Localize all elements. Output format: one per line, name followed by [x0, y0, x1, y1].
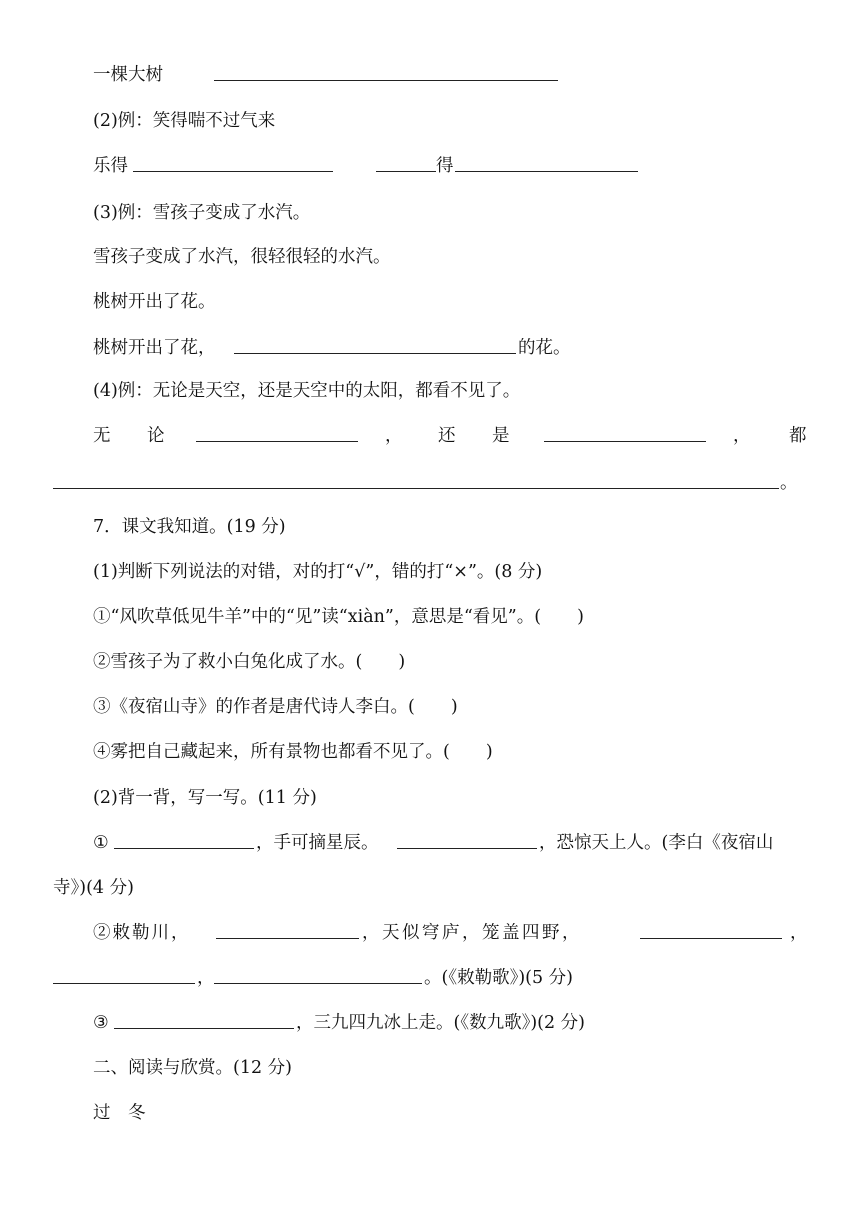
item-number: ③	[93, 1013, 109, 1033]
exercise-3-suffix: 的花。	[518, 338, 571, 358]
close-paren: )	[577, 607, 584, 627]
answer-blank[interactable]	[214, 965, 422, 984]
word-lun: 论	[147, 426, 165, 446]
part-1-instructions: (1)判断下列说法的对错，对的打“√”，错的打“×”。(8 分)	[93, 562, 543, 582]
part-2-instructions: (2)背一背，写一写。(11 分)	[93, 788, 317, 808]
answer-blank[interactable]	[544, 423, 706, 442]
word-dou: 都	[789, 426, 807, 446]
comma: ，	[733, 426, 751, 446]
answer-blank[interactable]	[455, 153, 638, 172]
period: 。	[780, 473, 798, 493]
poem-line: ，天似穹庐，笼盖四野，	[362, 923, 582, 943]
answer-blank[interactable]	[234, 335, 516, 354]
poem-line: ②敕勒川，	[93, 923, 191, 943]
answer-blank[interactable]	[53, 965, 195, 984]
exercise-4-example: (4)例：无论是天空，还是天空中的太阳，都看不见了。	[93, 381, 521, 401]
reading-title: 过 冬	[93, 1103, 146, 1123]
poem-line: ，三九四九冰上走。(《数九歌》)(2 分)	[296, 1013, 586, 1033]
judge-statement: ①“风吹草低见牛羊”中的“见”读“xiàn”，意思是“看见”。(	[93, 607, 542, 627]
answer-blank[interactable]	[376, 153, 436, 172]
answer-blank[interactable]	[114, 830, 254, 849]
close-paren: )	[485, 742, 493, 762]
answer-blank[interactable]	[640, 920, 782, 939]
poem-line: ，手可摘星辰。	[256, 833, 379, 853]
close-paren: )	[398, 652, 406, 672]
comma: ，	[790, 923, 808, 943]
word-hai: 还	[438, 426, 456, 446]
judge-statement: ③《夜宿山寺》的作者是唐代诗人李白。(	[93, 697, 415, 717]
phrase-text: 一棵大树	[93, 65, 163, 85]
poem-source: 寺》)(4 分)	[53, 878, 134, 898]
item-number: ①	[93, 833, 109, 853]
close-paren: )	[450, 697, 458, 717]
judge-statement: ④雾把自己藏起来，所有景物也都看不见了。(	[93, 742, 450, 762]
answer-blank[interactable]	[216, 920, 359, 939]
word-shi: 是	[492, 426, 510, 446]
section-title: 二、阅读与欣赏。(12 分)	[93, 1058, 292, 1078]
poem-source: 。(《敕勒歌》)(5 分)	[424, 968, 574, 988]
answer-blank[interactable]	[114, 1010, 294, 1029]
exercise-2-example: (2)例：笑得喘不过气来	[93, 111, 276, 131]
exercise-3-example: (3)例：雪孩子变成了水汽。	[93, 203, 311, 223]
comma: ，	[385, 426, 403, 446]
judge-statement: ②雪孩子为了救小白兔化成了水。(	[93, 652, 363, 672]
answer-blank[interactable]	[53, 470, 779, 489]
exercise-3-prefix: 桃树开出了花，	[93, 338, 216, 358]
answer-blank[interactable]	[214, 62, 558, 81]
word-wu: 无	[93, 426, 111, 446]
exercise-3-base-sentence: 桃树开出了花。	[93, 292, 216, 312]
exercise-2-de: 得	[436, 156, 454, 176]
answer-blank[interactable]	[196, 423, 358, 442]
poem-line: ，恐惊天上人。(李白《夜宿山	[539, 833, 774, 853]
answer-blank[interactable]	[133, 153, 333, 172]
exercise-2-prefix: 乐得	[93, 156, 128, 176]
question-7-title: 7．课文我知道。(19 分)	[93, 517, 286, 537]
comma: ，	[197, 968, 215, 988]
exercise-3-example-sentence: 雪孩子变成了水汽，很轻很轻的水汽。	[93, 247, 391, 267]
answer-blank[interactable]	[397, 830, 537, 849]
